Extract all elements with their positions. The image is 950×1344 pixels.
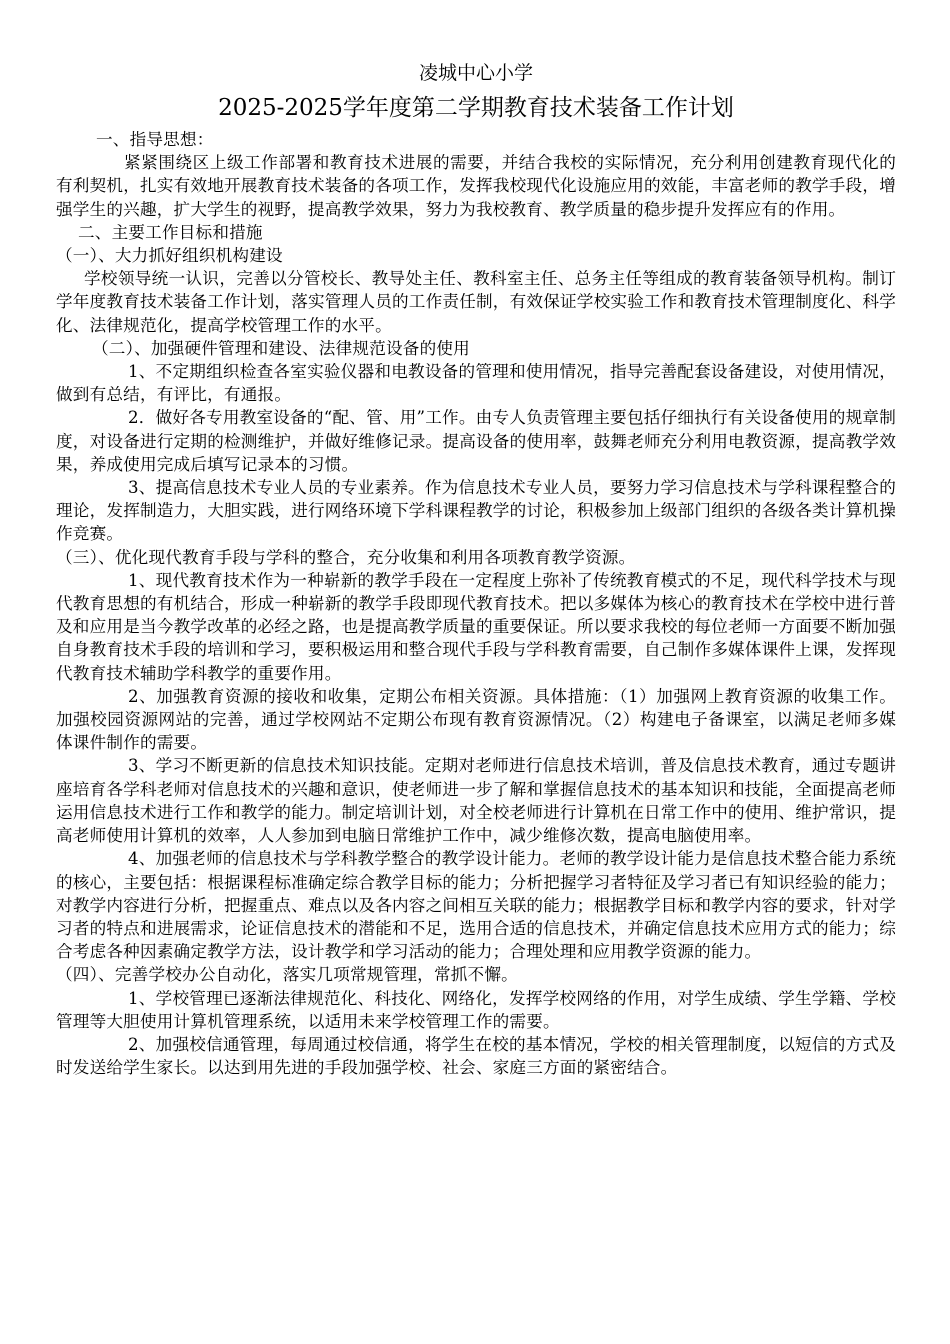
- paragraph-hardware-3: 3、提高信息技术专业人员的专业素养。作为信息技术专业人员，要努力学习信息技术与学科课程整合的理论，发挥制造力，大胆实践，进行网络环境下学科课程教学的讨论，积极参加上级部门组织的各级各类计算机操作竞赛。: [56, 478, 896, 544]
- paragraph-integration-2: 2、加强教育资源的接收和收集，定期公布相关资源。具体措施：（1）加强网上教育资源的收集工作。加强校园资源网站的完善，通过学校网站不定期公布现有教育资源情况。（2）构建电子备课室，以满足老师多媒体课件制作的需要。: [56, 686, 896, 753]
- subsection-heading-hardware: （二）、加强硬件管理和建设、法律规范设备的使用: [92, 338, 470, 358]
- paragraph-hardware-2: 2．做好各专用教室设备的“配、管、用”工作。由专人负责管理主要包括仔细执行有关设备使用的规章制度，对设备进行定期的检测维护，并做好维修记录。提高设备的使用率，鼓舞老师充分利用电教资源，提高教学效果，养成使用完成后填写记录本的习惯。: [56, 408, 896, 474]
- paragraph-integration-1: 1、现代教育技术作为一种崭新的教学手段在一定程度上弥补了传统教育模式的不足，现代科学技术与现代教育思想的有机结合，形成一种崭新的教学手段即现代教育技术。把以多媒体为核心的教育技术在学校中进行普及和应用是当今教学改革的必经之路，也是提高教学质量的重要保证。所以要求我校的每位老师一方面要不断加强自身教育技术手段的培训和学习，要积极运用和整合现代手段与学科教育需要，自己制作多媒体课件上课，发挥现代教育技术辅助学科教学的重要作用。: [56, 570, 896, 683]
- document-title: 2025-2025学年度第二学期教育技术装备工作计划: [218, 95, 734, 121]
- paragraph-guiding-thought: 紧紧围绕区上级工作部署和教育技术进展的需要，并结合我校的实际情况，充分利用创建教育现代化的有利契机，扎实有效地开展教育技术装备的各项工作，发挥我校现代化设施应用的效能，丰富老师的教学手段，增强学生的兴趣，扩大学生的视野，提高教学效果，努力为我校教育、教学质量的稳步提升发挥应有的作用。: [56, 153, 896, 219]
- paragraph-integration-3: 3、学习不断更新的信息技术知识技能。定期对老师进行信息技术培训，普及信息技术教育，通过专题讲座培育各学科老师对信息技术的兴趣和意识，使老师进一步了解和掌握信息技术的基本知识和技能，全面提高老师运用信息技术进行工作和教学的能力。制定培训计划，对全校老师进行计算机在日常工作中的使用、维护常识，提高老师使用计算机的效率，人人参加到电脑日常维护工作中，减少维修次数，提高电脑使用率。: [56, 756, 896, 846]
- paragraph-integration-4: 4、加强老师的信息技术与学科教学整合的教学设计能力。老师的教学设计能力是信息技术整合能力系统的核心，主要包括：根据课程标准确定综合教学目标的能力；分析把握学习者特征及学习者已有知识经验的能力；对教学内容进行分析，把握重点、难点以及各内容之间相互关联的能力；根据教学目标和教学内容的要求，针对学习者的特点和进展需求，论证信息技术的潜能和不足，选用合适的信息技术，并确定信息技术应用方式的能力；综合考虑各种因素确定教学方法，设计教学和学习活动的能力；合理处理和应用教学资源的能力。: [56, 849, 896, 962]
- paragraph-office-automation-1: 1、学校管理已逐渐法律规范化、科技化、网络化，发挥学校网络的作用，对学生成绩、学生学籍、学校管理等大胆使用计算机管理系统，以适用未来学校管理工作的需要。: [56, 988, 896, 1031]
- subsection-heading-office-automation: （四）、完善学校办公自动化，落实几项常规管理，常抓不懈。: [56, 965, 518, 985]
- document-page: [56, 58, 896, 1079]
- paragraph-office-automation-2: 2、加强校信通管理，每周通过校信通，将学生在校的基本情况，学校的相关管理制度，以短信的方式及时发送给学生家长。以达到用先进的手段加强学校、社会、家庭三方面的紧密结合。: [56, 1034, 896, 1078]
- paragraph-hardware-1: 1、不定期组织检查各室实验仪器和电教设备的管理和使用情况，指导完善配套设备建设，对使用情况，做到有总结，有评比，有通报。: [56, 362, 896, 405]
- section-heading-guiding-thought: 一、指导思想：: [96, 130, 214, 149]
- subsection-heading-integration: （三）、优化现代教育手段与学科的整合，充分收集和利用各项教育教学资源。: [56, 547, 636, 567]
- document-body: [56, 128, 896, 1079]
- section-heading-goals: 二、主要工作目标和措施: [78, 222, 263, 242]
- school-name: 凌城中心小学: [418, 62, 533, 84]
- paragraph-organization: 学校领导统一认识，完善以分管校长、教导处主任、教科室主任、总务主任等组成的教育装备领导机构。制订学年度教育技术装备工作计划，落实管理人员的工作责任制，有效保证学校实验工作和教育技术管理制度化、科学化、法律规范化，提高学校管理工作的水平。: [56, 269, 896, 335]
- subsection-heading-organization: （一）、大力抓好组织机构建设: [56, 246, 283, 266]
